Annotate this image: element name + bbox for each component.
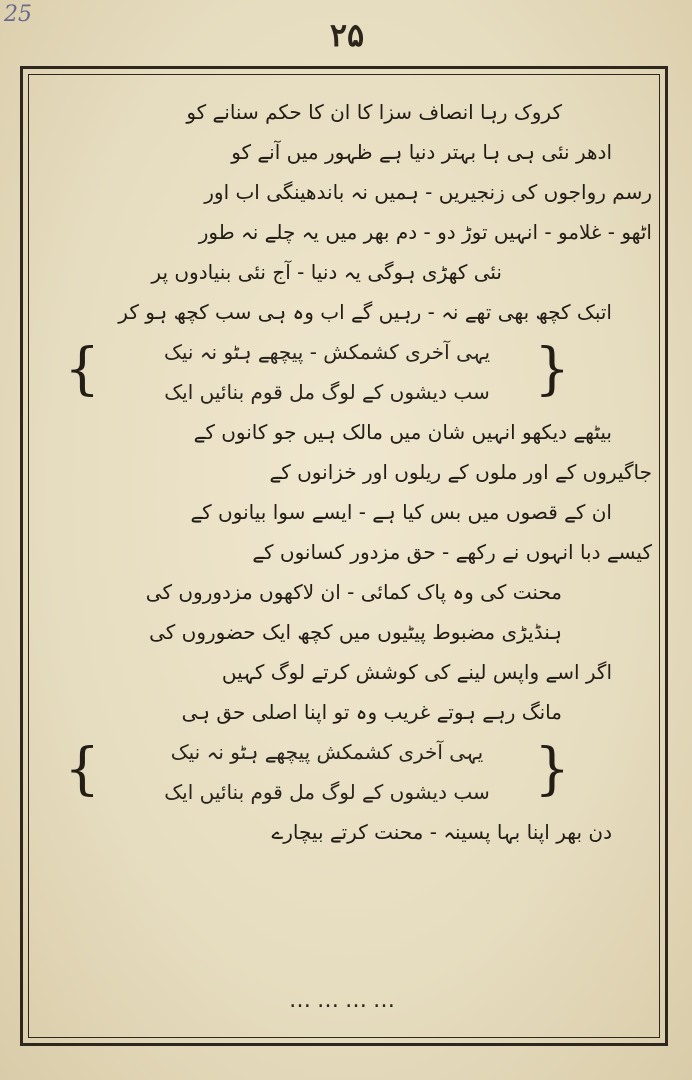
poem-line: کروک رہا انصاف سزا کا ان کا حکم سنانے کو (186, 100, 562, 124)
refrain-block (64, 732, 570, 812)
left-brace: } (64, 337, 100, 402)
poem-text (36, 92, 652, 852)
refrain-line: سب دیشوں کے لوگ مل قوم بنائیں ایک (164, 780, 490, 804)
poem-line: اگر اسے واپس لینے کی کوشش کرتے لوگ کہیں (221, 660, 612, 684)
poem-line: ان کے قصوں میں بس کیا ہے - ایسے سوا بیانوں کے (190, 500, 612, 524)
corner-page-mark: 25 (4, 2, 32, 27)
page-number: ۲۵ (329, 16, 365, 54)
refrain-line: یہی آخری کشمکش - پیچھے ہٹو نہ نیک (163, 340, 491, 364)
poem-line: نئی کھڑی ہوگی یہ دنیا - آج نئی بنیادوں پر (151, 260, 502, 284)
poem-line: ہنڈیڑی مضبوط پیٹیوں میں کچھ ایک حضوروں کی (149, 620, 562, 644)
refrain-line: سب دیشوں کے لوگ مل قوم بنائیں ایک (164, 380, 490, 404)
ellipsis-dots: ………… (289, 988, 401, 1013)
right-brace: { (534, 337, 570, 402)
poem-line: ادھر نئی ہی ہا بہتر دنیا ہے ظہور میں آنے کو (231, 140, 612, 164)
refrain-block (64, 332, 570, 412)
right-brace: { (534, 737, 570, 802)
poem-line: بیٹھے دیکھو انہیں شان میں مالک ہیں جو کانوں کے (193, 420, 612, 444)
poem-line: جاگیروں کے اور ملوں کے ریلوں اور خزانوں کے (269, 460, 652, 484)
left-brace: } (64, 737, 100, 802)
closing-line: دن بھر اپنا بہا پسینہ - محنت کرتے بیچارے (271, 820, 612, 844)
refrain-line: یہی آخری کشمکش پیچھے ہٹو نہ نیک (170, 740, 484, 764)
poem-line: رسم رواجوں کی زنجیریں - ہمیں نہ باندھینگی اب اور (204, 180, 652, 204)
poem-line: محنت کی وہ پاک کمائی - ان لاکھوں مزدوروں کی (145, 580, 562, 604)
poem-line: اٹھو - غلامو - انہیں توڑ دو - دم بھر میں یہ چلے نہ طور (198, 220, 652, 244)
poem-line: کیسے دبا انہوں نے رکھے - حق مزدور کسانوں کے (252, 540, 652, 564)
poem-line: اتبک کچھ بھی تھے نہ - رہیں گے اب وہ ہی سب کچھ ہو کر (118, 300, 612, 324)
poem-line: مانگ رہے ہوتے غریب وہ تو اپنا اصلی حق ہی (181, 700, 562, 724)
